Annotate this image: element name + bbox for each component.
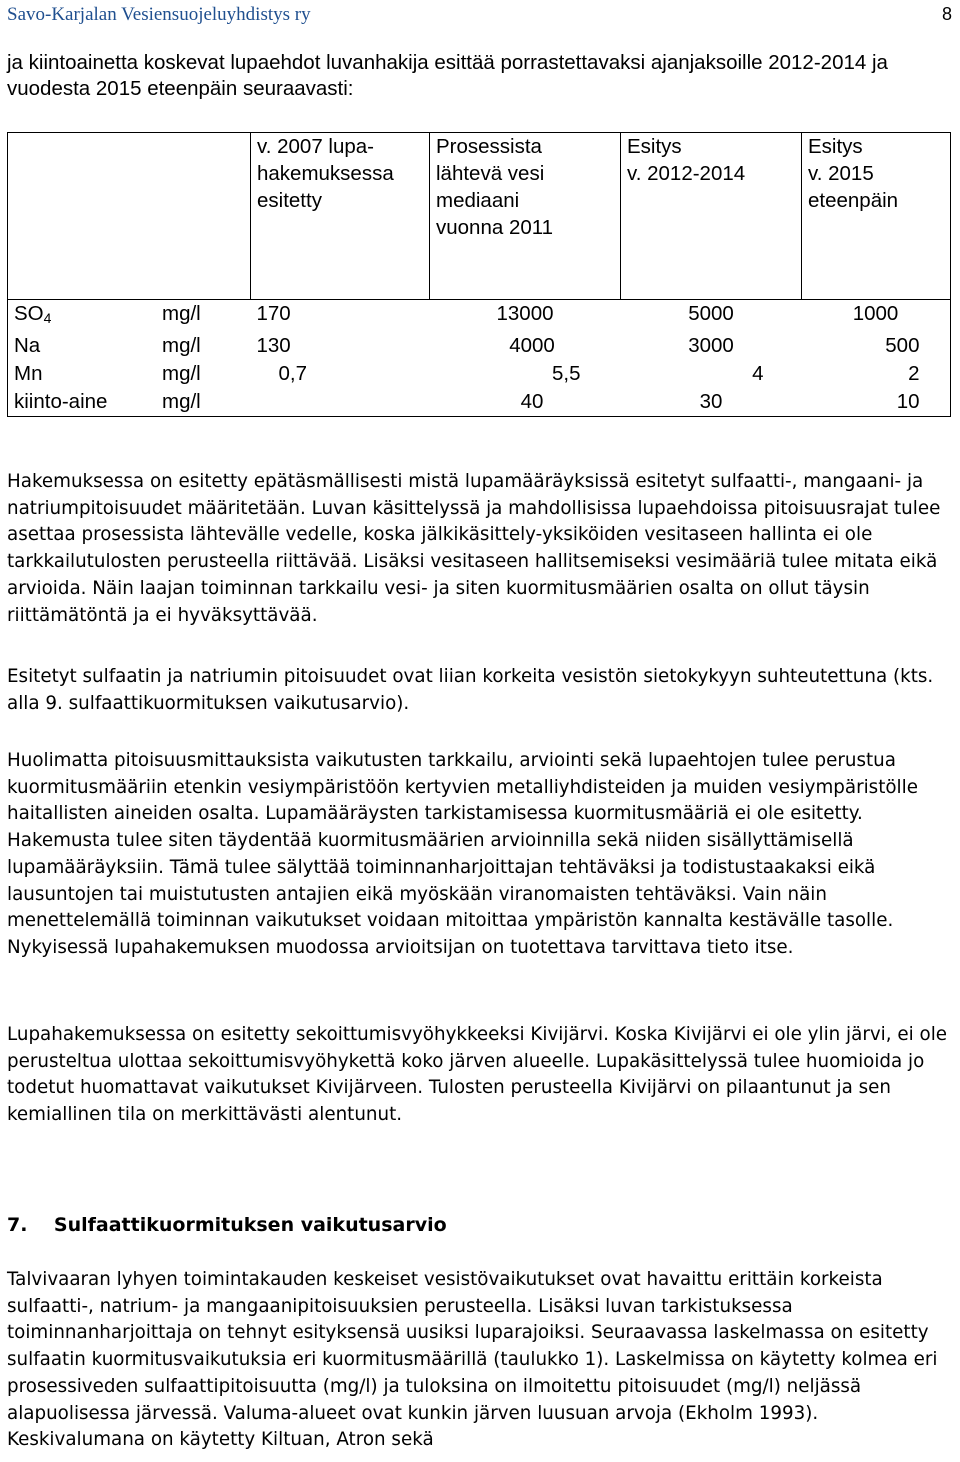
table-header-row	[8, 133, 951, 300]
header-line: Esitys	[808, 135, 863, 158]
header-line: v. 2012-2014	[627, 162, 746, 185]
cell-esitys2015: 10	[802, 388, 951, 417]
cell-esitys2012: 4	[752, 362, 764, 385]
limits-table	[7, 132, 951, 417]
cell-median2011: 40	[430, 388, 621, 417]
cell-unit: mg/l	[162, 362, 201, 385]
cell-median2011: 13000	[430, 300, 621, 333]
cell-unit: mg/l	[162, 334, 201, 357]
cell-esitys2012: 30	[621, 388, 802, 417]
header-line: Prosessista	[436, 135, 542, 158]
header-line: esitetty	[257, 189, 322, 212]
section-heading-7	[7, 1214, 447, 1236]
cell-esitys2015: 500	[802, 332, 951, 360]
header-line: hakemuksessa	[257, 162, 394, 185]
paragraph-kuormitus: Huolimatta pitoisuusmittauksista vaikutusten tarkkailu, arviointi sekä lupaehtojen tulee perustua kuormitusmääriin etenkin vesiympäristöön kertyvien metalliyhdisteiden ja muiden vesiympäristölle haitallisten aineiden osalta. Lupamääräysten tarkistamisessa kuormitusmääriä ei ole esitetty. Hakemusta tulee siten täydentää kuormitusmäärien arvioinnilla sekä niiden sisällyttämisellä lupamääräyksiin. Tämä tulee sälyttää toiminnanharjoittajan tehtäväksi ja todistustaakaksi eikä lausuntojen tai muistutusten antajien eikä myöskään viranomaisten tehtäväksi. Vain näin menettelemällä toiminnan vaikutukset voidaan mitoittaa ympäristön kannalta kestävälle tasolle. Nykyisessä lupahakemuksen muodossa arvioitsijan on tuotettava tarvittava tieto itse.	[7, 750, 918, 958]
section-title: Sulfaattikuormituksen vaikutusarvio	[53, 1214, 447, 1236]
cell-esitys2012: 3000	[688, 334, 734, 357]
table-row	[8, 388, 951, 417]
header-line: v. 2007 lupa-	[257, 135, 375, 158]
header-cell-2015	[802, 133, 951, 300]
paragraph-hakemus: Hakemuksessa on esitetty epätäsmällisesti mistä lupamääräyksissä esitetyt sulfaatti-, mangaani- ja natriumpitoisuudet määritetään. Luvan käsittelyssä ja mahdollisissa lupaehdoissa pitoisuusrajat tulee asettaa prosessista lähtevälle vedelle, koska jälkikäsittely-yksiköiden vesitaseen hallinta ei ole tarkkailutulosten perusteella riittävää. Lisäksi vesitaseen hallitsemiseksi vesimääriä tulee mitata eikä arvioida. Näin laajan toiminnan tarkkailu vesi- ja siten kuormitusmäärien osalta on ollut täysin riittämätöntä ja ei hyväksyttävää.	[7, 471, 941, 626]
cell-param: $SO_4$	[8, 300, 157, 333]
table-row	[8, 332, 951, 360]
cell-v2007: 170	[251, 300, 430, 333]
cell-median2011: 4000	[509, 334, 555, 357]
table-row	[8, 300, 951, 333]
header-line: v. 2015	[808, 162, 874, 185]
cell-esitys2015: 2	[802, 360, 951, 388]
header-line: Esitys	[627, 135, 682, 158]
page-number: 8	[941, 4, 952, 24]
header-line: mediaani	[436, 189, 520, 212]
cell-v2007: 130	[256, 334, 291, 357]
cell-unit: mg/l	[156, 300, 251, 333]
header-line: lähtevä vesi	[436, 162, 545, 185]
table-row	[8, 360, 951, 388]
cell-param: kiinto-aine	[8, 388, 157, 417]
cell-unit: mg/l	[156, 388, 251, 417]
paragraph-kivijarvi: Lupahakemuksessa on esitetty sekoittumisvyöhykkeeksi Kivijärvi. Koska Kivijärvi ei ole ylin järvi, ei ole perusteltua ulottaa sekoittumisvyöhykettä koko järven alueelle. Lupakäsittelyssä tulee huomioida jo todetut huomattavat vaikutukset Kivijärveen. Tulosten perusteella Kivijärvi on pilaantunut ja sen kemiallinen tila on merkittävästi alentunut.	[7, 1024, 948, 1126]
header-cell-unit	[156, 133, 251, 300]
header-line: vuonna 2011	[436, 216, 554, 239]
intro-paragraph: ja kiintoainetta koskevat lupaehdot luvanhakija esittää porrastettavaksi ajanjaksoille 2012-2014 ja vuodesta 2015 eteenpäin seuraavasti:	[7, 51, 888, 100]
header-cell-median	[430, 133, 621, 300]
paragraph-talvivaara: Talvivaaran lyhyen toimintakauden keskeiset vesistövaikutukset ovat havaittu erittäin korkeista sulfaatti-, natrium- ja mangaanipitoisuuksien perusteella. Lisäksi luvan tarkistuksessa toiminnanharjoittaja on tehnyt esityksensä uusiksi luparajoiksi. Seuraavassa laskelmassa on esitetty sulfaatin kuormitusvaikutuksia eri kuormitusmäärillä (taulukko 1). Laskelmissa on käytetty kolmea eri prosessiveden sulfaattipitoisuutta (mg/l) ja tuloksina on ilmoitettu pitoisuudet (mg/l) neljässä alapuolisessa järvessä. Valuma-alueet ovat kunkin järven luusuan arvoja (Ekholm 1993). Keskivalumana on käytetty Kiltuan, Atron sekä	[7, 1269, 938, 1451]
cell-v2007: 0,7	[278, 362, 307, 385]
cell-esitys2012: 5000	[621, 300, 802, 333]
paragraph-sulfaatti: Esitetyt sulfaatin ja natriumin pitoisuudet ovat liian korkeita vesistön sietokykyyn suhteutettuna (kts. alla 9. sulfaattikuormituksen vaikutusarvio).	[7, 666, 934, 714]
header-cell-2007	[251, 133, 430, 300]
section-number: 7.	[7, 1214, 28, 1236]
cell-v2007	[251, 388, 430, 417]
header-cell-param	[8, 133, 157, 300]
cell-param: Na	[8, 332, 157, 360]
cell-median2011: 5,5	[552, 362, 581, 385]
cell-param: Mn	[8, 360, 157, 388]
header-cell-2012	[621, 133, 802, 300]
page-header-org: Savo-Karjalan Vesiensuojeluyhdistys ry	[7, 4, 311, 25]
header-line: eteenpäin	[808, 189, 899, 212]
cell-esitys2015: 1000	[802, 300, 951, 333]
